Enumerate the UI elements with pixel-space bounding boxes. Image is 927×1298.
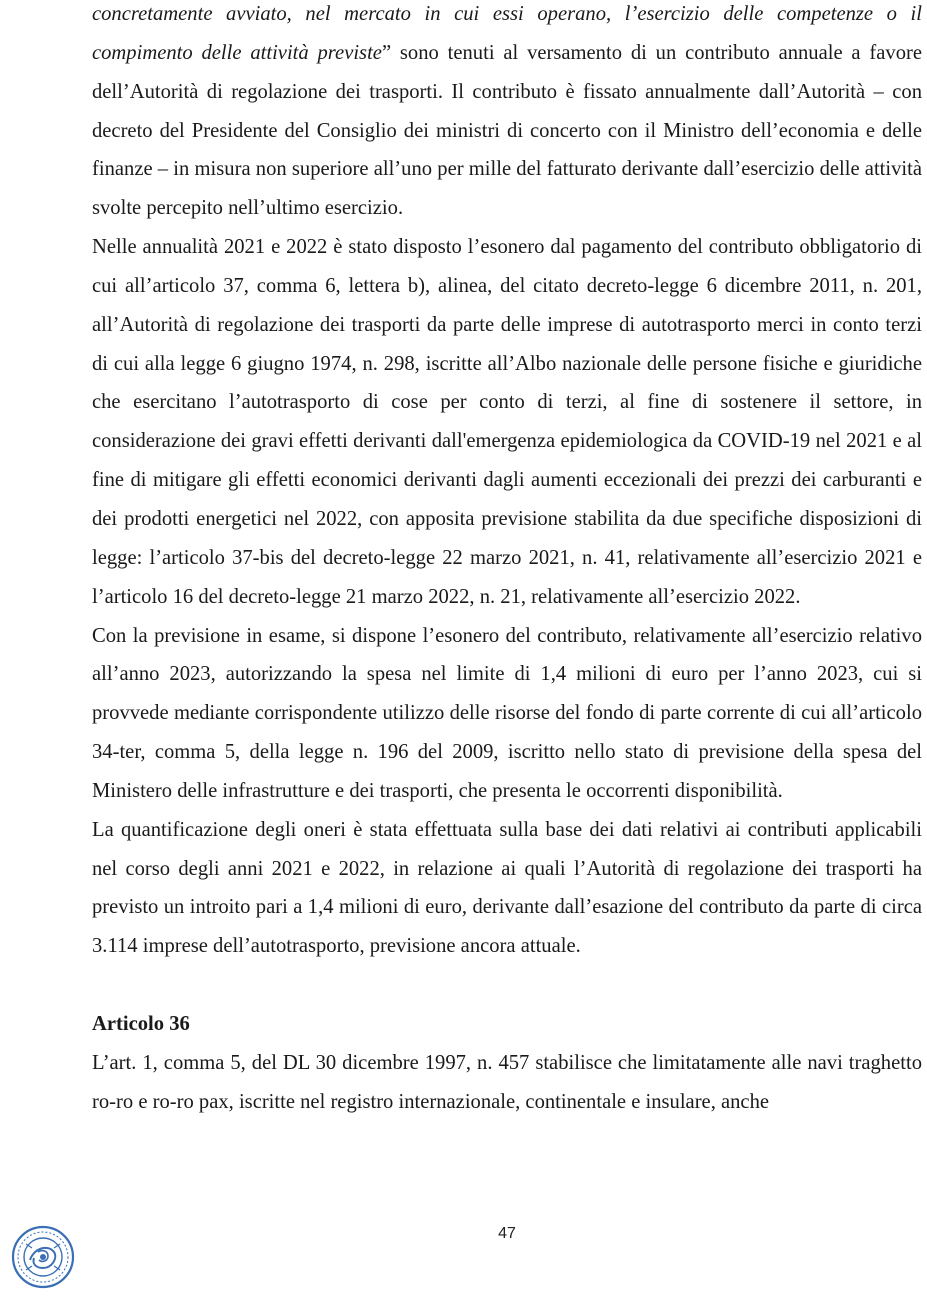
section-paragraph: L’art. 1, comma 5, del DL 30 dicembre 1997, n. 457 stabilisce che limitatamente alle navi traghetto ro-ro e ro-ro pax, iscritte nel registro internazionale, continentale e insulare, anche: [92, 1051, 922, 1113]
document-page: [92, 0, 922, 1122]
paragraph-3: Con la previsione in esame, si dispone l’esonero del contributo, relativamente all’esercizio relativo all’anno 2023, autorizzando la spesa nel limite di 1,4 milioni di euro per l’anno 2023, cui si provvede mediante corrispondente utilizzo delle risorse del fondo di parte corrente di cui all’articolo 34-ter, comma 5, della legge n. 196 del 2009, iscritto nello stato di previsione della spesa del Ministero delle infrastrutture e dei trasporti, che presenta le occorrenti disponibilità.: [92, 624, 922, 802]
paragraph-1-italic-lead: concretamente avviato, nel mercato in cui essi operano, l’esercizio delle competenze o il compimento delle attività previste: [92, 3, 922, 64]
seal-emblem-icon: [8, 1222, 78, 1292]
paragraph-4: La quantificazione degli oneri è stata effettuata sulla base dei dati relativi ai contributi applicabili nel corso degli anni 2021 e 2022, in relazione ai quali l’Autorità di regolazione dei trasporti ha previsto un introito pari a 1,4 milioni di euro, derivante dall’esazione del contributo da parte di circa 3.114 imprese dell’autotrasporto, previsione ancora attuale.: [92, 818, 922, 958]
paragraph-1: [92, 0, 922, 228]
paragraph-1-body: ” sono tenuti al versamento di un contributo annuale a favore dell’Autorità di regolazione dei trasporti. Il contributo è fissato annualmente dall’Autorità – con decreto del Presidente del Consiglio dei ministri di concerto con il Ministro dell’economia e delle finanze – in misura non superiore all’uno per mille del fatturato derivante dall’esercizio delle attività svolte percepito nell’ultimo esercizio.: [92, 41, 922, 220]
page-number: 47: [498, 1225, 516, 1242]
paragraph-2: Nelle annualità 2021 e 2022 è stato disposto l’esonero dal pagamento del contributo obbligatorio di cui all’articolo 37, comma 6, lettera b), alinea, del citato decreto-legge 6 dicembre 2011, n. 201, all’Autorità di regolazione dei trasporti da parte delle imprese di autotrasporto merci in conto terzi di cui alla legge 6 giugno 1974, n. 298, iscritte all’Albo nazionale delle persone fisiche e giuridiche che esercitano l’autotrasporto di cose per conto di terzi, al fine di sostenere il settore, in considerazione dei gravi effetti derivanti dall'emergenza epidemiologica da COVID-19 nel 2021 e al fine di mitigare gli effetti economici derivanti dagli aumenti eccezionali dei prezzi dei carburanti e dei prodotti energetici nel 2022, con apposita previsione stabilita da due specifiche disposizioni di legge: l’articolo 37-bis del decreto-legge 22 marzo 2021, n. 41, relativamente all’esercizio 2021 e l’articolo 16 del decreto-legge 21 marzo 2022, n. 21, relativamente all’esercizio 2022.: [92, 236, 922, 608]
section-heading: Articolo 36: [92, 1013, 190, 1036]
